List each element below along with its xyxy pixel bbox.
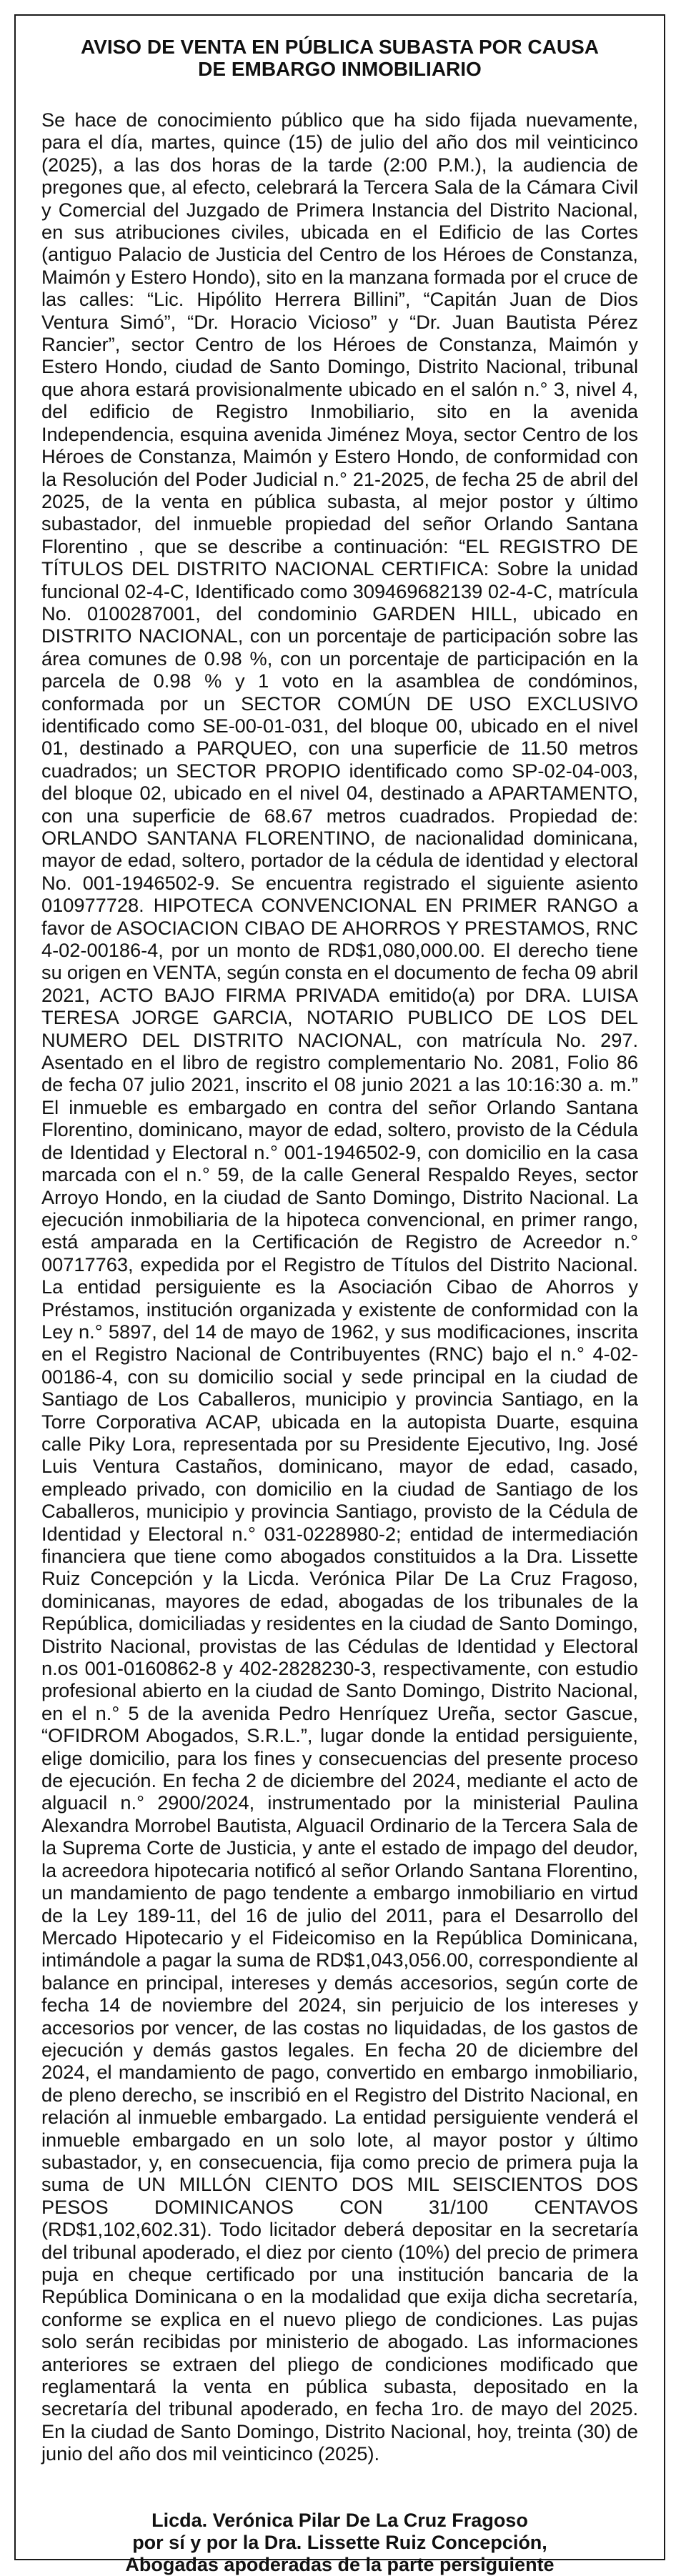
notice-body: Se hace de conocimiento público que ha sido fijada nuevamente, para el día, martes, quince (15) de julio del año dos mil veinticinco (2025), a las dos horas de la tarde (2:00 P.M.), la audiencia de pregones que, al efecto, celebrará la Tercera Sala de la Cámara Civil y Comercial del Juzgado de Primera Instancia del Distrito Nacional, en sus atribuciones civiles, ubicada en el Edificio de las Cortes (antiguo Palacio de Justicia del Centro de los Héroes de Constanza, Maimón y Estero Hondo), sito en la manzana formada por el cruce de las calles: “Lic. Hipólito Herrera Billini”, “Capitán Juan de Dios Ventura Simó”, “Dr. Horacio Vicioso” y “Dr. Juan Bautista Pérez Rancier”, sector Centro de los Héroes de Constanza, Maimón y Estero Hondo, ciudad de Santo Domingo, Distrito Nacional, tribunal que ahora estará provisionalmente ubicado en el salón n.° 3, nivel 4, del edificio de Registro Inmobiliario, sito en la avenida Independencia, esquina avenida Jiménez Moya, sector Centro de los Héroes de Constanza, Maimón y Estero Hondo, de conformidad con la Resolución del Poder Judicial n.° 21-2025, de fecha 25 de abril del 2025, de la venta en pública subasta, al mejor postor y último subastador, del inmueble propiedad del señor Orlando Santana Florentino , que se describe a continuación: “EL REGISTRO DE TÍTULOS DEL DISTRITO NACIONAL CERTIFICA: Sobre la unidad funcional 02-4-C, Identificado como 309469682139 02-4-C, matrícula No. 0100287001, del condominio GARDEN HILL, ubicado en DISTRITO NACIONAL, con un porcentaje de participación sobre las área comunes de 0.98 %, con un porcentaje de participación en la parcela de 0.98 % y 1 voto en la asamblea de condóminos, conformada por un SECTOR COMÚN DE USO EXCLUSIVO identificado como SE-00-01-031, del bloque 00, ubicado en el nivel 01, destinado a PARQUEO, con una superficie de 11.50 metros cuadrados; un SECTOR PROPIO identificado como SP-02-04-003, del bloque 02, ubicado en el nivel 04, destinado a APARTAMENTO, con una superficie de 68.67 metros cuadrados. Propiedad de: ORLANDO SANTANA FLORENTINO, de nacionalidad dominicana, mayor de edad, soltero, portador de la cédula de identidad y electoral No. 001-1946502-9. Se encuentra registrado el siguiente asiento 010977728. HIPOTECA CONVENCIONAL EN PRIMER RANGO a favor de ASOCIACION CIBAO DE AHORROS Y PRESTAMOS, RNC 4-02-00186-4, por un monto de RD$1,080,000.00. El derecho tiene su origen en VENTA, según consta en el documento de fecha 09 abril 2021, ACTO BAJO FIRMA PRIVADA emitido(a) por DRA. LUISA TERESA JORGE GARCIA, NOTARIO PUBLICO DE LOS DEL NUMERO DEL DISTRITO NACIONAL, con matrícula No. 297. Asentado en el libro de registro complementario No. 2081, Folio 86 de fecha 07 julio 2021, inscrito el 08 junio 2021 a las 10:16:30 a. m.” El inmueble es embargado en contra del señor Orlando Santana Florentino, dominicano, mayor de edad, soltero, provisto de la Cédula de Identidad y Electoral n.° 001-1946502-9, con domicilio en la casa marcada con el n.° 59, de la calle General Respaldo Reyes, sector Arroyo Hondo, en la ciudad de Santo Domingo, Distrito Nacional. La ejecución inmobiliaria de la hipoteca convencional, en primer rango, está amparada en la Certificación de Registro de Acreedor n.° 00717763, expedida por el Registro de Títulos del Distrito Nacional. La entidad persiguiente es la Asociación Cibao de Ahorros y Préstamos, institución organizada y existente de conformidad con la Ley n.° 5897, del 14 de mayo de 1962, y sus modificaciones, inscrita en el Registro Nacional de Contribuyentes (RNC) bajo el n.° 4-02-00186-4, con su domicilio social y sede principal en la ciudad de Santiago de Los Caballeros, municipio y provincia Santiago, en la Torre Corporativa ACAP, ubicada en la autopista Duarte, esquina calle Piky Lora, representada por su Presidente Ejecutivo, Ing. José Luis Ventura Castaños, dominicano, mayor de edad, casado, empleado privado, con domicilio en la ciudad de Santiago de los Caballeros, municipio y provincia Santiago, provisto de la Cédula de Identidad y Electoral n.° 031-0228980-2; entidad de intermediación financiera que tiene como abogados constituidos a la Dra. Lissette Ruiz Concepción y la Licda. Verónica Pilar De La Cruz Fragoso, dominicanas, mayores de edad, abogadas de los tribunales de la República, domiciliadas y residentes en la ciudad de Santo Domingo, Distrito Nacional, provistas de las Cédulas de Identidad y Electoral n.os 001-0160862-8 y 402-2828230-3, respectivamente, con estudio profesional abierto en la ciudad de Santo Domingo, Distrito Nacional, en el n.° 5 de la avenida Pedro Henríquez Ureña, sector Gascue, “OFIDROM Abogados, S.R.L.”, lugar donde la entidad persiguiente, elige domicilio, para los fines y consecuencias del presente proceso de ejecución. En fecha 2 de diciembre del 2024, mediante el acto de alguacil n.° 2900/2024, instrumentado por la ministerial Paulina Alexandra Morrobel Bautista, Alguacil Ordinario de la Tercera Sala de la Suprema Corte de Justicia, y ante el estado de impago del deudor, la acreedora hipotecaria notificó al señor Orlando Santana Florentino, un mandamiento de pago tendente a embargo inmobiliario en virtud de la Ley 189-11, del 16 de julio del 2011, para el Desarrollo del Mercado Hipotecario y el Fideicomiso en la República Dominicana, intimándole a pagar la suma de RD$1,043,056.00, correspondiente al balance en principal, intereses y demás accesorios, según corte de fecha 14 de noviembre del 2024, sin perjuicio de los intereses y accesorios por vencer, de las costas no liquidadas, de los gastos de ejecución y demás gastos legales. En fecha 20 de diciembre del 2024, el mandamiento de pago, convertido en embargo inmobiliario, de pleno derecho, se inscribió en el Registro del Distrito Nacional, en relación al inmueble embargado. La entidad persiguiente venderá el inmueble embargado en un solo lote, al mayor postor y último subastador, y, en consecuencia, fija como precio de primera puja la suma de UN MILLÓN CIENTO DOS MIL SEISCIENTOS DOS PESOS DOMINICANOS CON 31/100 CENTAVOS (RD$1,102,602.31). Todo licitador deberá depositar en la secretaría del tribunal apoderado, el diez por ciento (10%) del precio de primera puja en cheque certificado por una institución bancaria de la República Dominicana o en la modalidad que exija dicha secretaría, conforme se explica en el nuevo pliego de condiciones. Las pujas solo serán recibidas por ministerio de abogado. Las informaciones anteriores se extraen del pliego de condiciones modificado que reglamentará la venta en pública subasta, depositado en la secretaría del tribunal apoderado, en fecha 1ro. de mayo del 2025. En la ciudad de Santo Domingo, Distrito Nacional, hoy, treinta (30) de junio del año dos mil veinticinco (2025). [41,109,638,2465]
notice-title-line-1: AVISO DE VENTA EN PÚBLICA SUBASTA POR CAUSA [81,36,599,58]
signature-line-3: Abogadas apoderadas de la parte persiguiente [125,2553,555,2575]
notice-signature [44,2510,635,2576]
signature-line-2: por sí y por la Dra. Lissette Ruiz Concepción, [132,2531,547,2553]
signature-line-1: Licda. Verónica Pilar De La Cruz Fragoso [151,2509,528,2531]
notice-title [59,36,621,80]
notice-title-line-2: DE EMBARGO INMOBILIARIO [198,58,482,80]
legal-notice [14,14,665,2575]
